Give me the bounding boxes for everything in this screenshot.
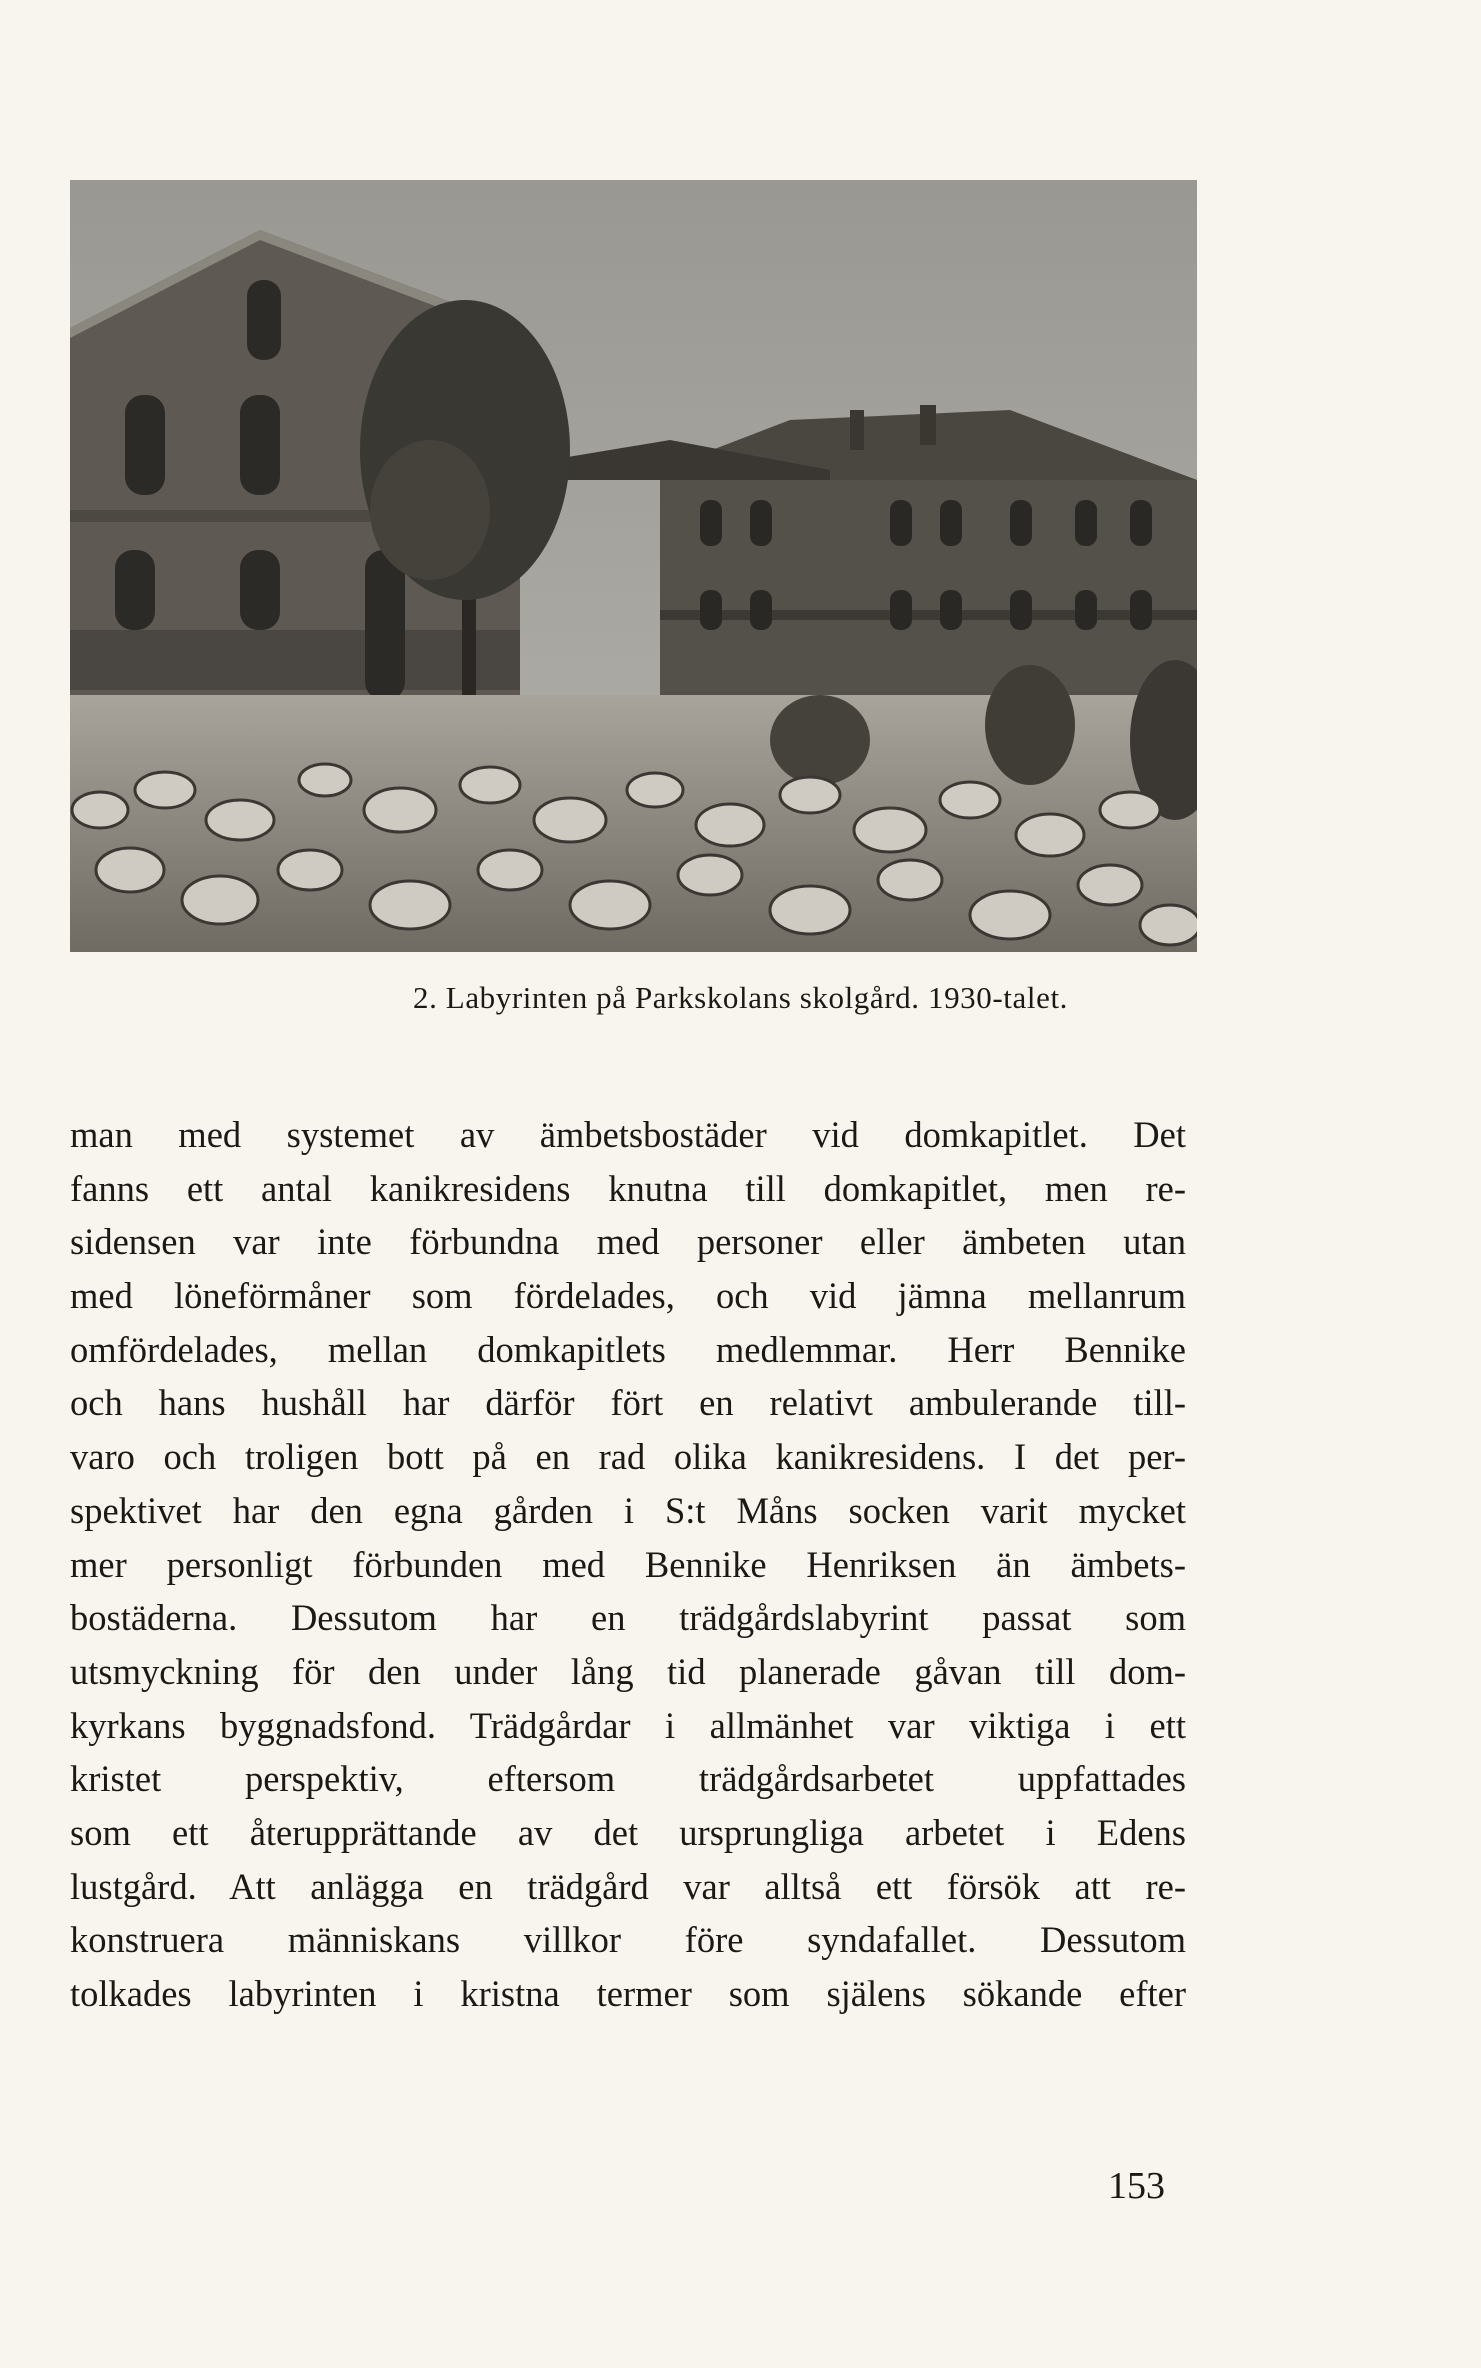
body-text <box>70 1108 1186 2021</box>
text-line: varo och troligen bott på en rad olika kanikresidens. I det per- <box>70 1436 1186 1478</box>
text-line: kyrkans byggnadsfond. Trädgårdar i allmänhet var viktiga i ett <box>70 1704 1186 1746</box>
text-line: bostäderna. Dessutom har en trädgårdslabyrint passat som <box>70 1597 1186 1639</box>
school-yard-photo <box>70 180 1197 952</box>
text-line: med löneförmåner som fördelades, och vid jämna mellanrum <box>70 1275 1186 1317</box>
text-line: fanns ett antal kanikresidens knutna till domkapitlet, men re- <box>70 1167 1186 1209</box>
text-line: mer personligt förbunden med Bennike Henriksen än ämbets- <box>70 1543 1186 1585</box>
text-line: spektivet har den egna gården i S:t Måns socken varit mycket <box>70 1489 1186 1531</box>
labyrinth-photograph <box>70 180 1197 952</box>
text-line: lustgård. Att anlägga en trädgård var alltså ett försök att re- <box>70 1865 1186 1907</box>
page-number: 153 <box>1108 2165 1165 2207</box>
text-line: omfördelades, mellan domkapitlets medlemmar. Herr Bennike <box>70 1328 1186 1370</box>
text-line: utsmyckning för den under lång tid planerade gåvan till dom- <box>70 1650 1186 1692</box>
text-line: sidensen var inte förbundna med personer eller ämbeten utan <box>70 1221 1186 1263</box>
figure-caption: 2. Labyrinten på Parkskolans skolgård. 1930-talet. <box>412 980 1069 1015</box>
text-line: konstruera människans villkor före syndafallet. Dessutom <box>70 1919 1186 1961</box>
text-line: som ett återupprättande av det ursprungliga arbetet i Edens <box>70 1811 1186 1853</box>
text-line: man med systemet av ämbetsbostäder vid domkapitlet. Det <box>70 1114 1186 1155</box>
text-line: kristet perspektiv, eftersom trädgårdsarbetet uppfattades <box>70 1758 1186 1800</box>
text-line: tolkades labyrinten i kristna termer som själens sökande efter <box>70 1973 1186 2014</box>
text-line: och hans hushåll har därför fört en relativt ambulerande till- <box>70 1382 1186 1424</box>
